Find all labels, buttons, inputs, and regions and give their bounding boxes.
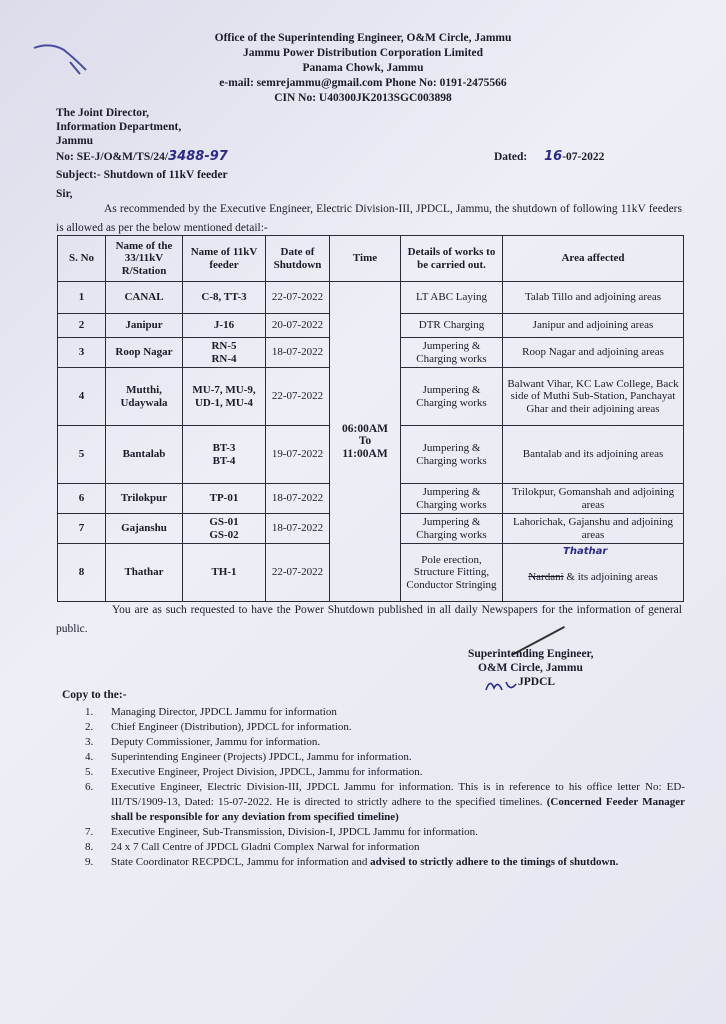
cell-sno: 8	[58, 544, 106, 602]
cell-feeder: TP-01	[183, 484, 266, 514]
item-number: 3.	[85, 736, 94, 748]
cell-sno: 7	[58, 514, 106, 544]
item-text: 24 x 7 Call Centre of JPDCL Gladni Complex Narwal for information	[111, 841, 420, 853]
col-works: Details of works to be carried out.	[401, 236, 503, 282]
dated-day-handwritten: 16	[544, 149, 563, 164]
cell-feeder	[183, 514, 266, 544]
cell-works: Jumpering & Charging works	[401, 484, 503, 514]
date-line	[494, 149, 604, 164]
letterhead	[0, 31, 726, 106]
cell-station: Janipur	[106, 314, 183, 338]
item-text: State Coordinator RECPDCL, Jammu for information and	[111, 856, 368, 868]
cell-date: 22-07-2022	[266, 368, 330, 426]
cell-date: 20-07-2022	[266, 314, 330, 338]
reference-prefix: No: SE-J/O&M/TS/24/	[56, 151, 169, 163]
time-text: 06:00AM To 11:00AM	[342, 422, 388, 460]
list-item	[85, 765, 685, 780]
item-number: 8.	[85, 841, 94, 853]
item-number: 9.	[85, 856, 94, 868]
list-item	[85, 825, 685, 840]
signature-title: Superintending Engineer,	[468, 648, 594, 660]
cell-station: Mutthi, Udaywala	[106, 368, 183, 426]
cell-area: Lahorichak, Gajanshu and adjoining areas	[503, 514, 684, 544]
feeder-text: RN-5 RN-4	[211, 340, 237, 365]
table-header-row	[58, 236, 684, 282]
addressee-line: The Joint Director,	[56, 107, 149, 119]
cell-area: Bantalab and its adjoining areas	[503, 426, 684, 484]
item-text: Executive Engineer, Electric Division-III, JPDCL Jammu for information. This is in reference to his office letter No: ED-III/TS/1909-13, Dated: 15-07-2022. He is directed to strictly adhere to the specified timelines.	[111, 781, 685, 808]
cell-area: Talab Tillo and adjoining areas	[503, 282, 684, 314]
cell-sno: 1	[58, 282, 106, 314]
cell-sno: 2	[58, 314, 106, 338]
list-item	[85, 735, 685, 750]
item-text: Deputy Commissioner, Jammu for information.	[111, 736, 321, 748]
area-rest: & its adjoining areas	[566, 571, 658, 584]
handwritten-signature-icon	[484, 676, 520, 696]
cell-works: Jumpering & Charging works	[401, 514, 503, 544]
dated-label: Dated:	[494, 151, 528, 163]
list-item	[85, 780, 685, 825]
dated-rest: -07-2022	[562, 151, 605, 163]
cell-feeder: C-8, TT-3	[183, 282, 266, 314]
cell-station: Roop Nagar	[106, 338, 183, 368]
salutation: Sir,	[56, 188, 73, 200]
list-item	[85, 840, 685, 855]
item-number: 7.	[85, 826, 94, 838]
col-feeder: Name of 11kV feeder	[183, 236, 266, 282]
col-station: Name of the 33/11kV R/Station	[106, 236, 183, 282]
cell-station: Thathar	[106, 544, 183, 602]
shutdown-table	[57, 235, 684, 602]
cell-area: Trilokpur, Gomanshah and adjoining areas	[503, 484, 684, 514]
item-number: 1.	[85, 706, 94, 718]
list-item	[85, 855, 685, 870]
cell-date: 18-07-2022	[266, 338, 330, 368]
col-time: Time	[330, 236, 401, 282]
cell-feeder: TH-1	[183, 544, 266, 602]
cell-area: Janipur and adjoining areas	[503, 314, 684, 338]
subject: Subject:- Shutdown of 11kV feeder	[56, 169, 228, 181]
cell-sno: 5	[58, 426, 106, 484]
cell-feeder	[183, 426, 266, 484]
signature-circle: O&M Circle, Jammu	[478, 662, 583, 674]
item-number: 5.	[85, 766, 94, 778]
col-date: Date of Shutdown	[266, 236, 330, 282]
cell-feeder: MU-7, MU-9, UD-1, MU-4	[183, 368, 266, 426]
letterhead-contact: e-mail: semrejammu@gmail.com Phone No: 0191-2475566	[219, 77, 507, 89]
item-number: 2.	[85, 721, 94, 733]
cell-area: Balwant Vihar, KC Law College, Back side of Muthi Sub-Station, Panchayat Ghar and their adjoining areas	[503, 368, 684, 426]
intro-paragraph: As recommended by the Executive Engineer, Electric Division-III, JPDCL, Jammu, the shutdown of following 11kV feeders is allowed as per the below mentioned detail:-	[56, 203, 682, 234]
letterhead-cin: CIN No: U40300JK2013SGC003898	[274, 92, 452, 104]
addressee-line: Information Department,	[56, 121, 182, 133]
cell-station: CANAL	[106, 282, 183, 314]
reference-handwritten: 3488-97	[168, 149, 228, 164]
cell-area: Roop Nagar and adjoining areas	[503, 338, 684, 368]
cell-works: Jumpering & Charging works	[401, 368, 503, 426]
cell-date: 22-07-2022	[266, 544, 330, 602]
cell-date: 18-07-2022	[266, 484, 330, 514]
list-item	[85, 720, 685, 735]
cell-feeder	[183, 338, 266, 368]
letterhead-corporation: Jammu Power Distribution Corporation Limited	[242, 47, 483, 59]
cell-station: Bantalab	[106, 426, 183, 484]
area-struck: Nardani	[528, 571, 564, 584]
request-paragraph: You are as such requested to have the Power Shutdown published in all daily Newspapers for the information of general public.	[56, 604, 682, 635]
cell-feeder: J-16	[183, 314, 266, 338]
item-bold-text: advised to strictly adhere to the timings of shutdown.	[370, 856, 619, 868]
cell-date: 22-07-2022	[266, 282, 330, 314]
cell-date: 19-07-2022	[266, 426, 330, 484]
letterhead-address: Panama Chowk, Jammu	[302, 62, 424, 74]
feeder-text: GS-01 GS-02	[209, 516, 239, 541]
cell-works: LT ABC Laying	[401, 282, 503, 314]
reference-number	[56, 149, 228, 164]
cell-works: Jumpering & Charging works	[401, 338, 503, 368]
copy-to-title: Copy to the:-	[62, 689, 127, 701]
cell-station: Trilokpur	[106, 484, 183, 514]
letterhead-office: Office of the Superintending Engineer, O&M Circle, Jammu	[214, 32, 512, 44]
cell-date: 18-07-2022	[266, 514, 330, 544]
cell-time	[330, 282, 401, 602]
signature-org: JPDCL	[518, 676, 556, 688]
table-row	[58, 282, 684, 314]
item-bold-text: (Concerned Feeder Manager shall be responsible for any deviation from specified timeline)	[111, 796, 685, 823]
item-text: Executive Engineer, Sub-Transmission, Division-I, JPDCL Jammu for information.	[111, 826, 478, 838]
col-area: Area affected	[503, 236, 684, 282]
cell-area	[503, 544, 684, 602]
addressee-line: Jammu	[56, 135, 94, 147]
cell-station: Gajanshu	[106, 514, 183, 544]
list-item	[85, 750, 685, 765]
cell-sno: 4	[58, 368, 106, 426]
item-number: 4.	[85, 751, 94, 763]
copy-to-list	[85, 705, 685, 870]
feeder-text: BT-3 BT-4	[212, 442, 236, 467]
item-text: Superintending Engineer (Projects) JPDCL, Jammu for information.	[111, 751, 412, 763]
cell-works: Jumpering & Charging works	[401, 426, 503, 484]
cell-works: Pole erection, Structure Fitting, Conductor Stringing	[401, 544, 503, 602]
item-text: Executive Engineer, Project Division, JPDCL, Jammu for information.	[111, 766, 423, 778]
item-number: 6.	[85, 781, 94, 793]
col-sno: S. No	[58, 236, 106, 282]
area-handwritten: Thathar	[563, 546, 608, 557]
cell-works: DTR Charging	[401, 314, 503, 338]
item-text: Chief Engineer (Distribution), JPDCL for information.	[111, 721, 352, 733]
list-item	[85, 705, 685, 720]
cell-sno: 6	[58, 484, 106, 514]
item-text: Managing Director, JPDCL Jammu for information	[111, 706, 337, 718]
addressee	[56, 106, 181, 148]
cell-sno: 3	[58, 338, 106, 368]
